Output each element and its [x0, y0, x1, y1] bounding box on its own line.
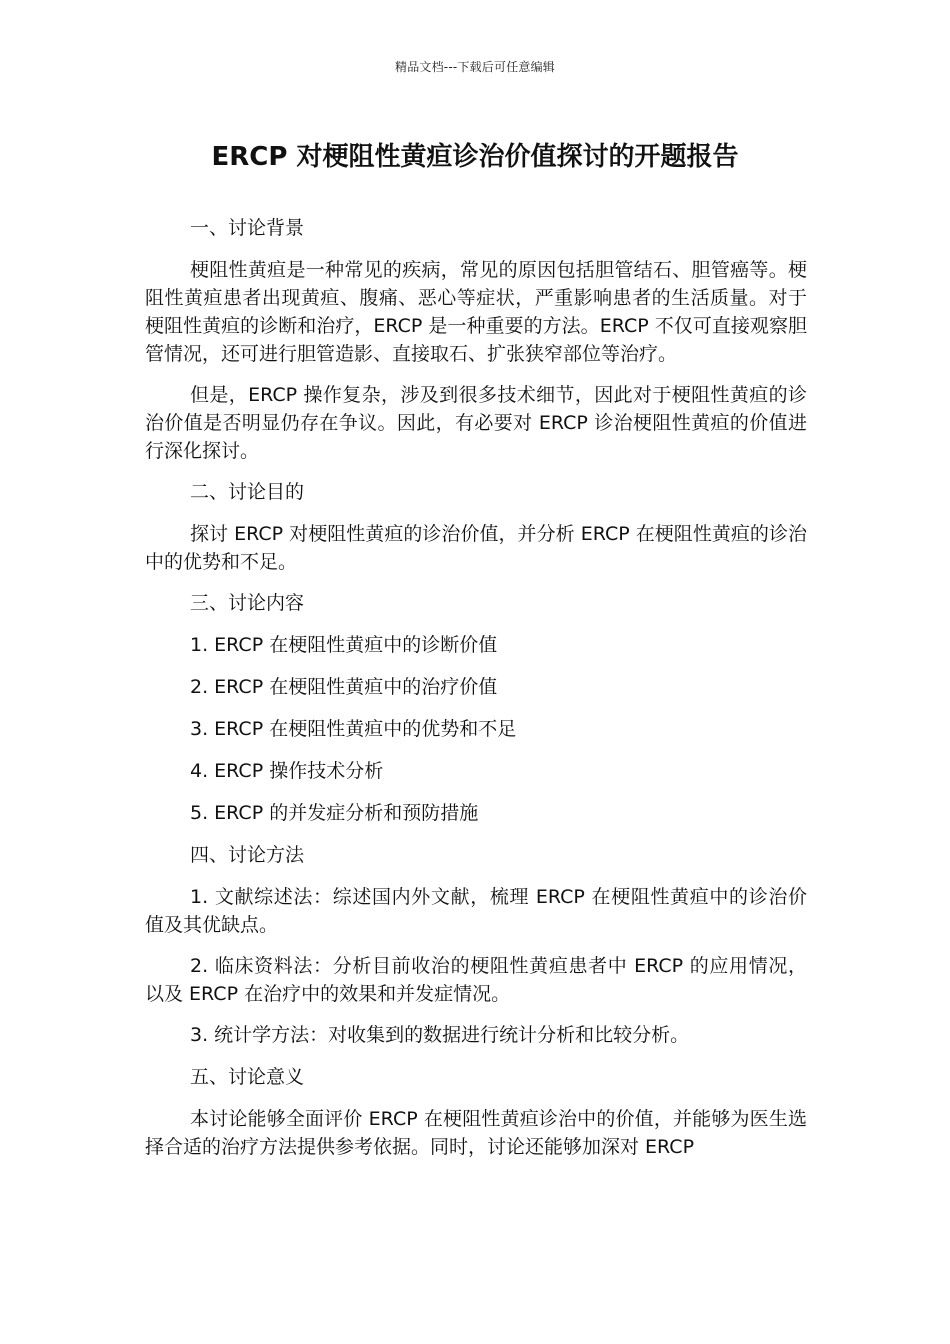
header-note: 精品文档---下载后可任意编辑: [395, 60, 555, 74]
paragraph-background-1: 梗阻性黄疸是一种常见的疾病，常见的原因包括胆管结石、胆管癌等。梗阻性黄疸患者出现黄疸、腹痛、恶心等症状，严重影响患者的生活质量。对于梗阻性黄疸的诊断和治疗，ERCP 是一种重要的方法。ERCP 不仅可直接观察胆管情况，还可进行胆管造影、直接取石、扩张狭窄部位等治疗。: [145, 259, 807, 365]
section-heading-significance: 五、讨论意义: [190, 1066, 305, 1088]
content-list-item-1: 1. ERCP 在梗阻性黄疸中的诊断价值: [190, 634, 498, 656]
content-list-item-2: 2. ERCP 在梗阻性黄疸中的治疗价值: [190, 676, 498, 698]
paragraph-background-2: 但是，ERCP 操作复杂，涉及到很多技术细节，因此对于梗阻性黄疸的诊治价值是否明显仍存在争议。因此，有必要对 ERCP 诊治梗阻性黄疸的价值进行深化探讨。: [145, 384, 807, 462]
section-heading-methods: 四、讨论方法: [190, 844, 305, 866]
methods-list-item-1: 1. 文献综述法：综述国内外文献，梳理 ERCP 在梗阻性黄疸中的诊治价值及其优缺点。: [145, 886, 807, 936]
section-heading-background: 一、讨论背景: [190, 217, 305, 239]
methods-list-item-2: 2. 临床资料法：分析目前收治的梗阻性黄疸患者中 ERCP 的应用情况，以及 ERCP 在治疗中的效果和并发症情况。: [145, 955, 807, 1005]
document-body: [145, 214, 807, 1174]
content-list-item-3: 3. ERCP 在梗阻性黄疸中的优势和不足: [190, 718, 517, 740]
methods-list-item-3: 3. 统计学方法：对收集到的数据进行统计分析和比较分析。: [190, 1024, 690, 1046]
document-title: ERCP 对梗阻性黄疸诊治价值探讨的开题报告: [211, 142, 739, 172]
content-list-item-4: 4. ERCP 操作技术分析: [190, 760, 384, 782]
paragraph-purpose: 探讨 ERCP 对梗阻性黄疸的诊治价值，并分析 ERCP 在梗阻性黄疸的诊治中的优势和不足。: [145, 523, 807, 573]
paragraph-significance: 本讨论能够全面评价 ERCP 在梗阻性黄疸诊治中的价值，并能够为医生选择合适的治疗方法提供参考依据。同时，讨论还能够加深对 ERCP: [145, 1108, 807, 1158]
section-heading-content: 三、讨论内容: [190, 592, 305, 614]
content-list-item-5: 5. ERCP 的并发症分析和预防措施: [190, 802, 479, 824]
section-heading-purpose: 二、讨论目的: [190, 481, 305, 503]
